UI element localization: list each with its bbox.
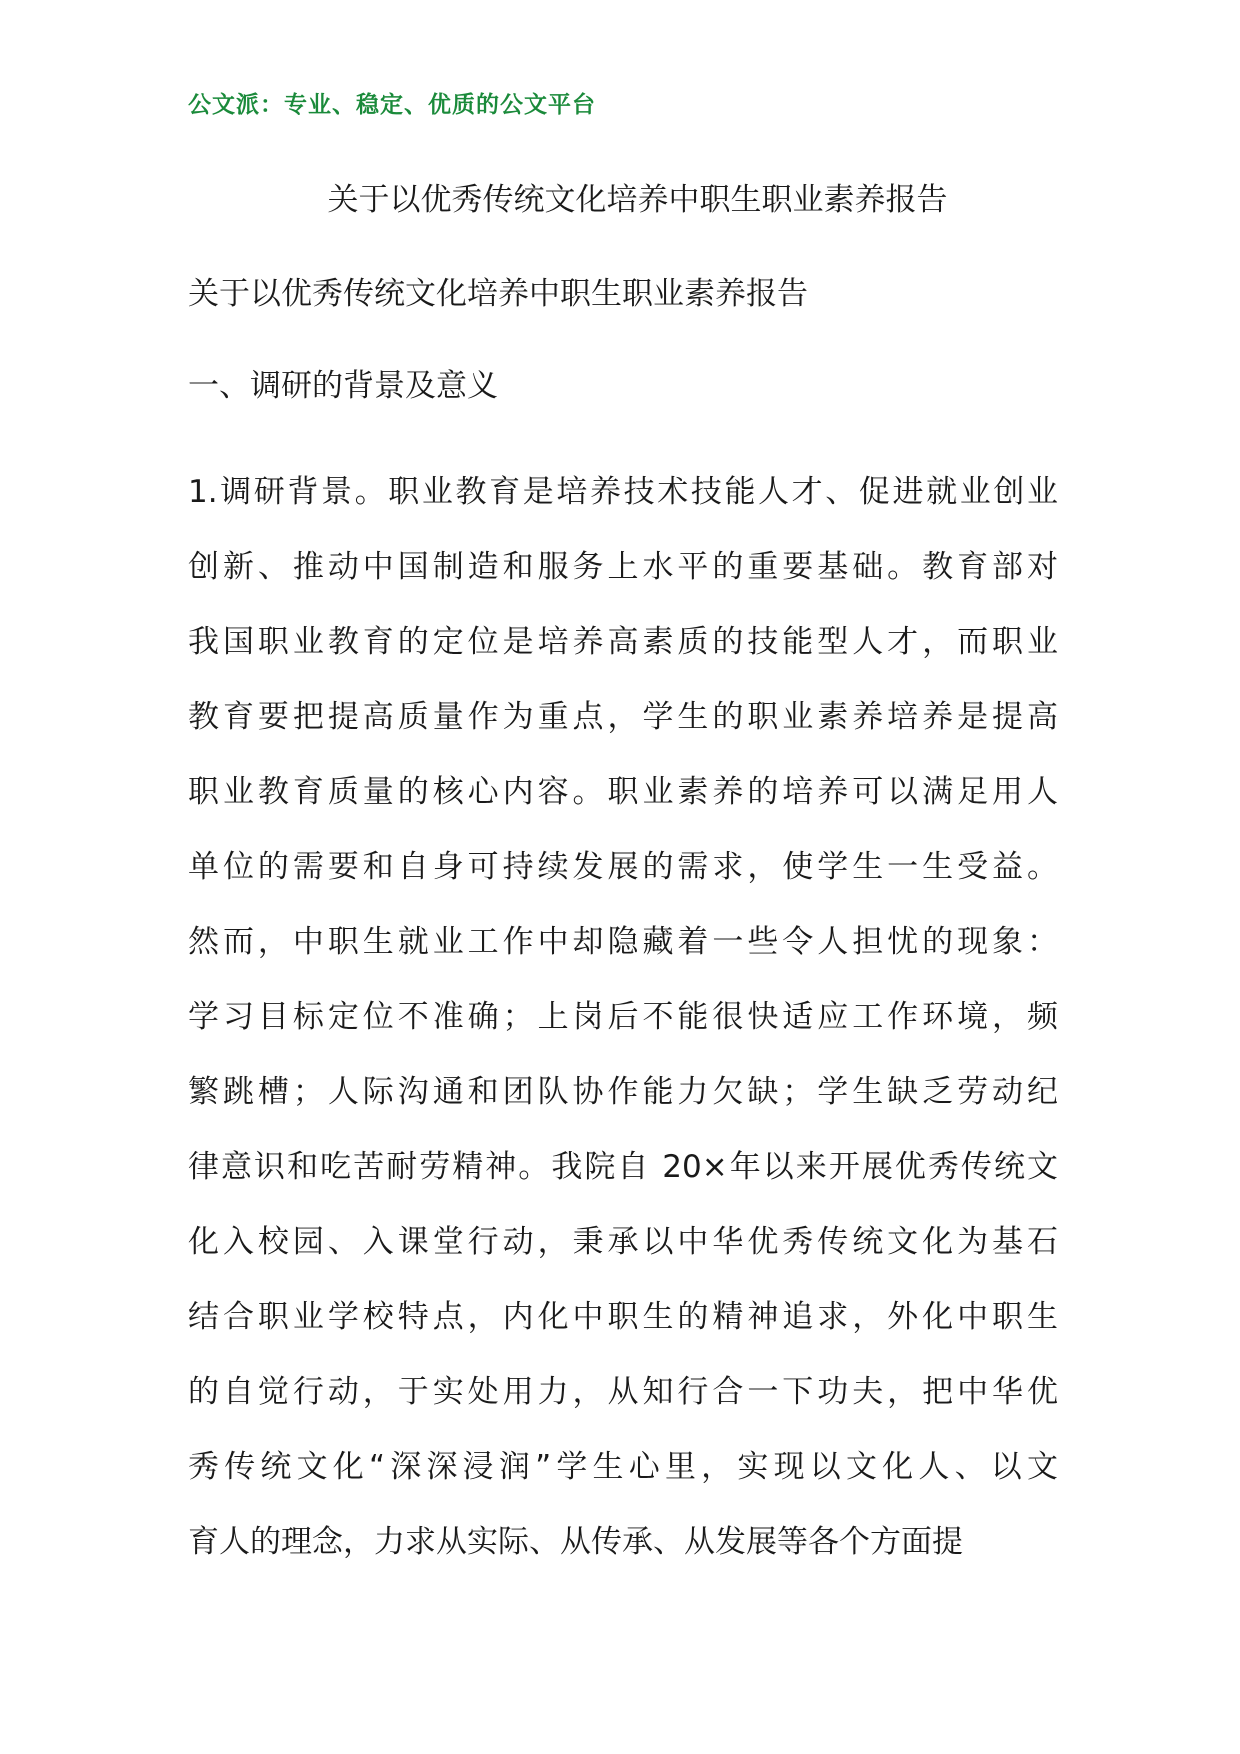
body-line: 创新、推动中国制造和服务上水平的重要基础。教育部对 [188,549,1058,585]
body-line: 结合职业学校特点，内化中职生的精神追求，外化中职生 [188,1299,1058,1335]
body-line: 我国职业教育的定位是培养高素质的技能型人才，而职业 [188,624,1058,660]
body-line: 1.调研背景。职业教育是培养技术技能人才、促进就业创业 [188,474,1058,510]
document-subtitle: 关于以优秀传统文化培养中职生职业素养报告 [188,276,808,312]
body-line: 秀传统文化“深深浸润”学生心里，实现以文化人、以文 [188,1449,1058,1485]
body-line: 育人的理念，力求从实际、从传承、从发展等各个方面提 [188,1524,963,1560]
header-brand: 公文派：专业、稳定、优质的公文平台 [188,92,596,118]
body-line: 律意识和吃苦耐劳精神。我院自 20×年以来开展优秀传统文 [188,1149,1058,1185]
body-line: 单位的需要和自身可持续发展的需求，使学生一生受益。 [188,849,1058,885]
body-line: 化入校园、入课堂行动，秉承以中华优秀传统文化为基石 [188,1224,1058,1260]
body-line: 学习目标定位不准确；上岗后不能很快适应工作环境，频 [188,999,1058,1035]
body-line: 然而，中职生就业工作中却隐藏着一些令人担忧的现象： [188,924,1058,960]
section-heading: 一、调研的背景及意义 [188,368,498,404]
body-line: 职业教育质量的核心内容。职业素养的培养可以满足用人 [188,774,1058,810]
document-title: 关于以优秀传统文化培养中职生职业素养报告 [327,182,948,218]
body-line: 繁跳槽；人际沟通和团队协作能力欠缺；学生缺乏劳动纪 [188,1074,1058,1110]
body-paragraph [188,455,1058,1580]
body-line: 教育要把提高质量作为重点，学生的职业素养培养是提高 [188,699,1058,735]
body-line: 的自觉行动，于实处用力，从知行合一下功夫，把中华优 [188,1374,1058,1410]
